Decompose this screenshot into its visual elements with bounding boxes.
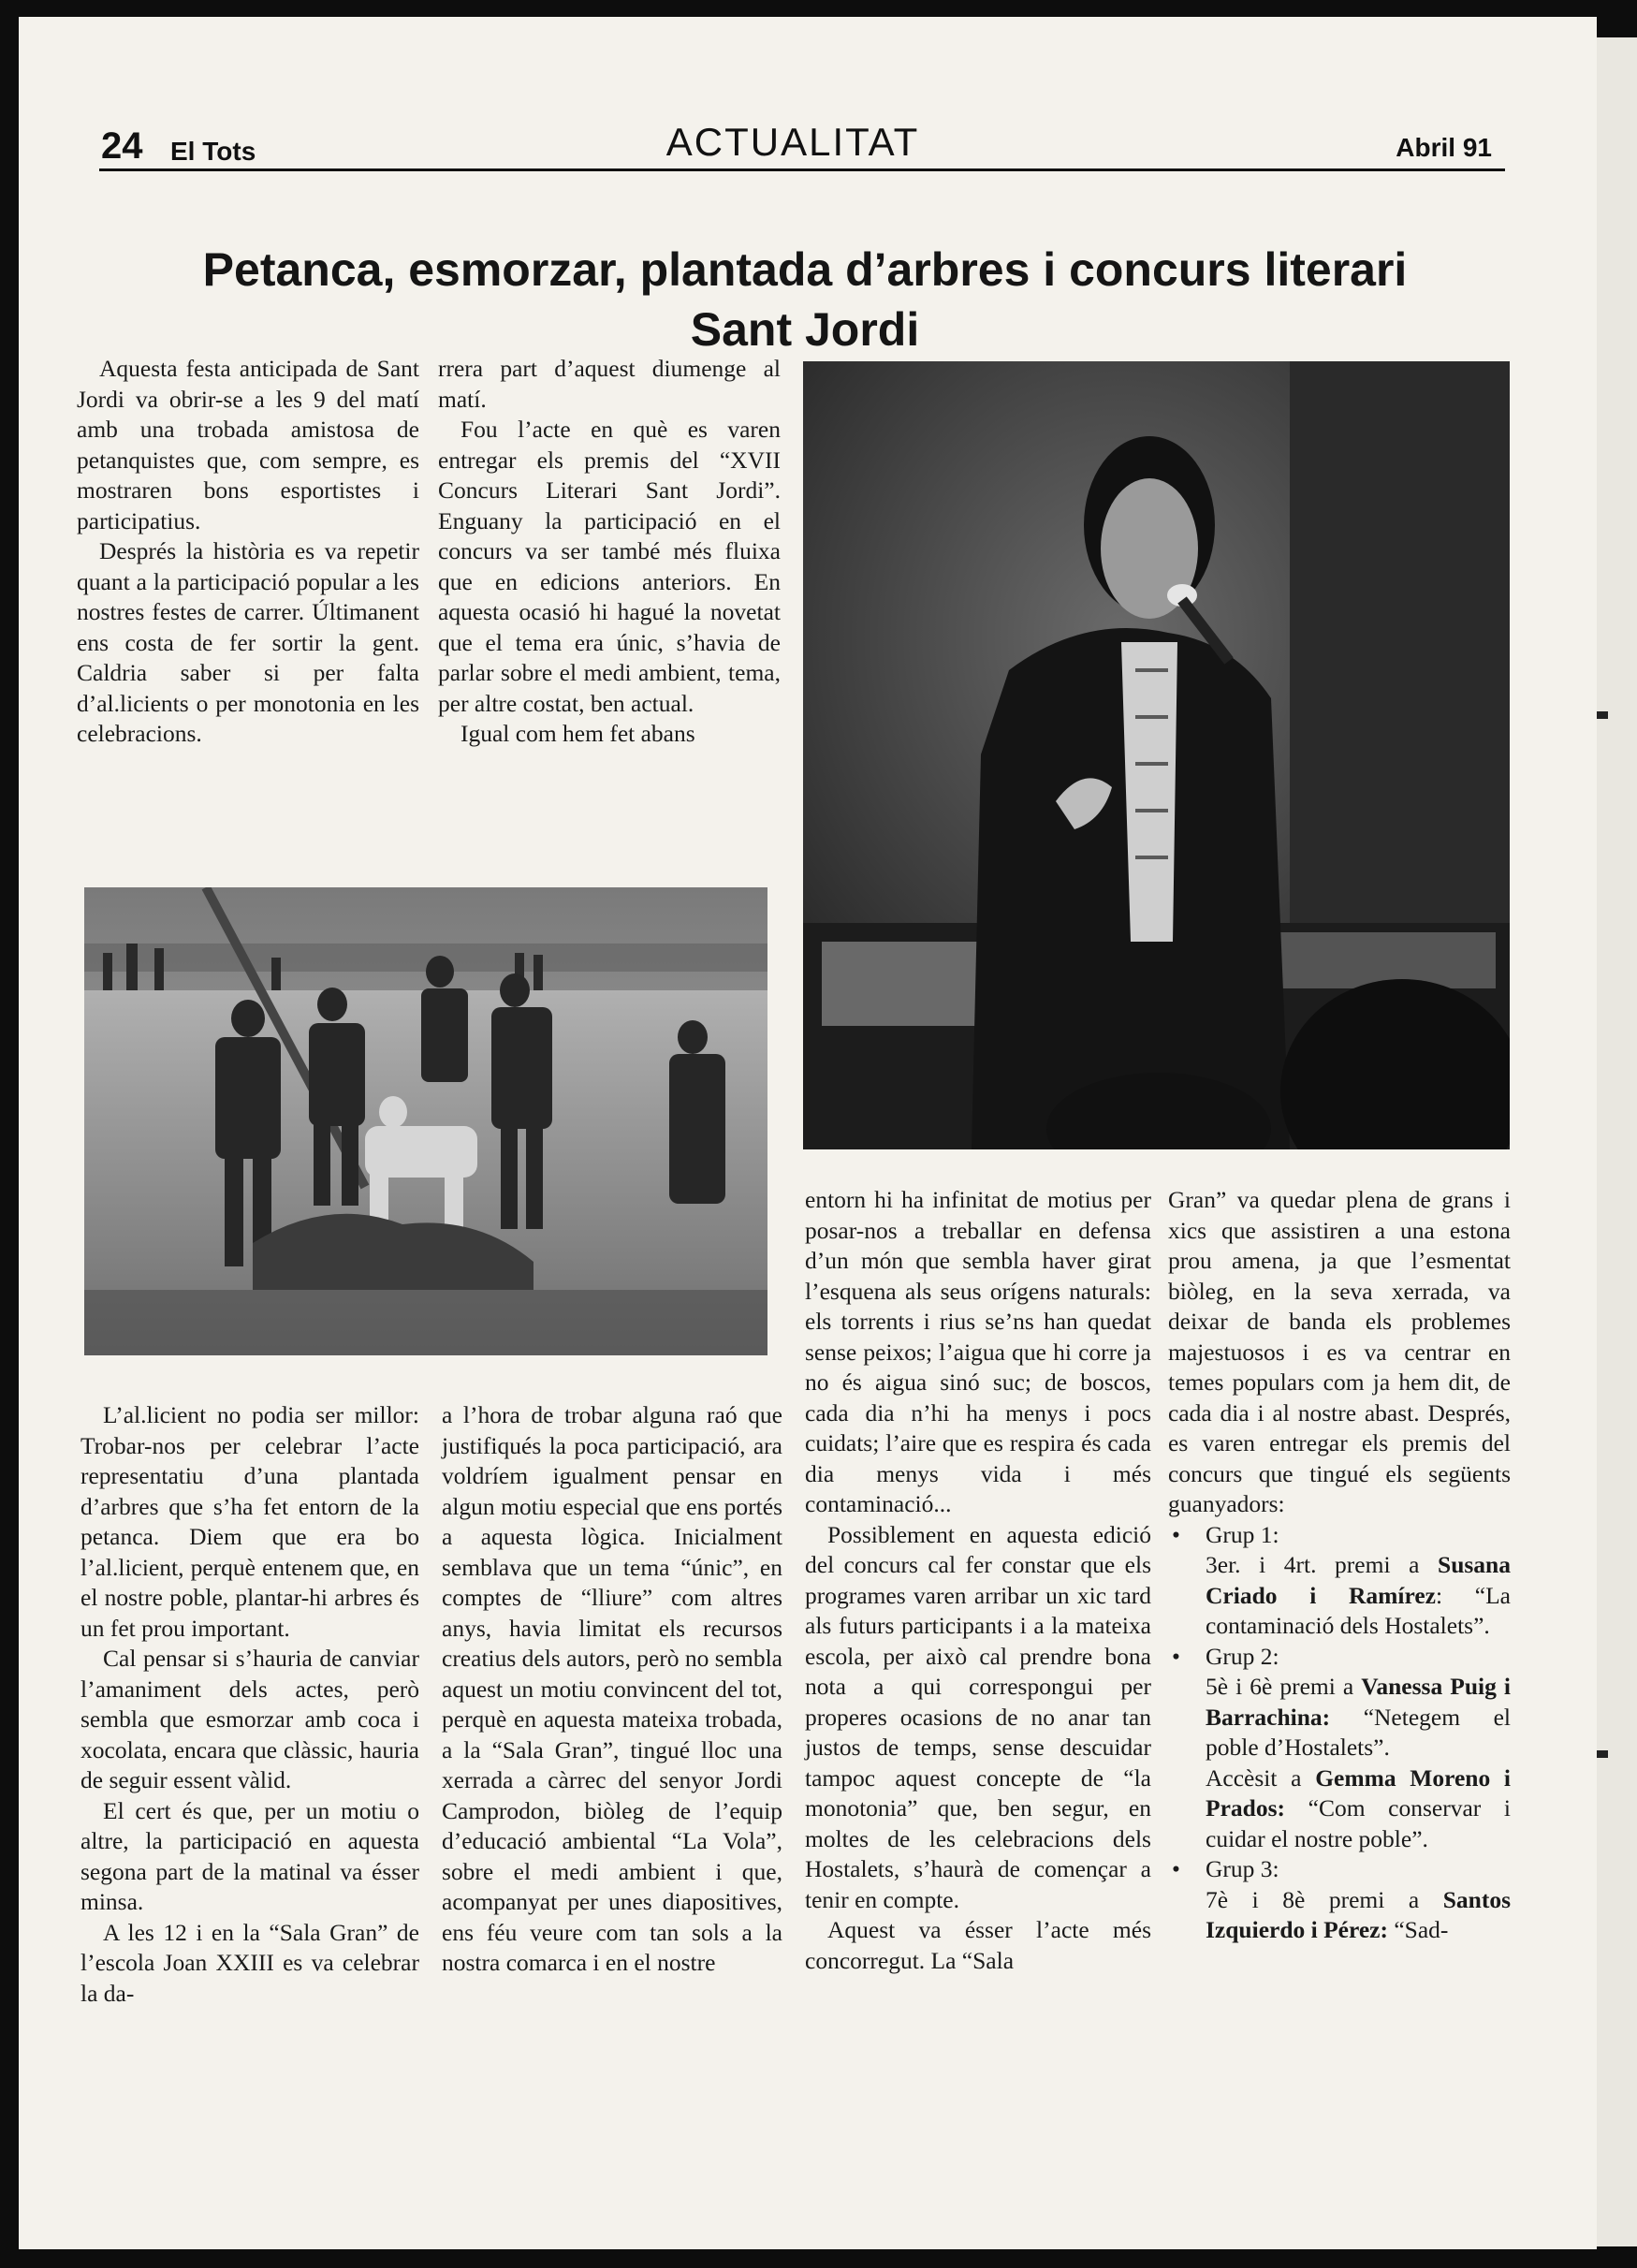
paragraph: Igual com hem fet abans — [460, 720, 695, 747]
group-label: Grup 2: — [1206, 1642, 1279, 1670]
paragraph: A les 12 i en la “Sala Gran” de l’escola Joan XXIII es va celebrar la da- — [80, 1918, 419, 2007]
paragraph: Aquest va ésser l’acte més concorregut. La “Sala — [805, 1916, 1151, 1974]
winner-name: Susana Criado i Ramírez — [1206, 1551, 1511, 1609]
headline-line-2: Sant Jordi — [690, 303, 920, 356]
paragraph: entorn hi ha infinitat de motius per posar-nos a treballar en defensa d’un món que sembla haver girat l’esquena als seus orígens naturals: els torrents i rius se’ns han quedat sense peixos; l’aigua que hi corre ja no és aigua sinó suc; de boscos, cada dia n’hi ha menys i pocs cuidats; l’aire que es respira és cada dia menys vida i més contaminació... — [805, 1186, 1151, 1517]
column-2-top — [438, 354, 781, 750]
article-headline — [94, 240, 1516, 359]
accesit-prize: Accèsit a Gemma Moreno i Prados: “Com conservar i cuidar el nostre poble”. — [1206, 1763, 1512, 1852]
issue-date: Abril 91 — [1396, 133, 1492, 162]
speaker-photo — [803, 361, 1510, 1149]
tree-planting-photo — [84, 887, 767, 1355]
page-number: 24 — [101, 125, 143, 167]
paragraph: a l’hora de trobar alguna raó que justifiqués la poca participació, ara voldríem igualment pensar en algun motiu especial que ens portés a aquesta lògica. Inicialment semblava que un tema “únic”, en comptes de “lliure” com altres anys, havia limitat els recursos creatius dels autors, però no sembla aquest un motiu convincent del tot, perquè en aquesta mateixa trobada, a la “Sala Gran”, tingué lloc una xerrada a càrrec del senyor Jordi Camprodon, biòleg de l’equip d’educació ambiental “La Vola”, sobre el medi ambient i que, acompanyat per unes diapositives, ens féu veure com tan sols a la nostra comarca i en el nostre — [442, 1401, 782, 1976]
group-prize: 5è i 6è premi a Vanessa Puig i Barrachina: “Netegem el poble d’Hostalets”. — [1206, 1673, 1512, 1761]
column-1-top — [77, 354, 419, 750]
paragraph: Després la història es va repetir quant a la participació popular a les nostres festes de carrer. Últimanent ens costa de fer sortir la gent. Caldria saber si per falta d’al.licients o per monotonia en les celebracions. — [77, 537, 419, 747]
list-item — [1168, 1520, 1511, 1642]
paragraph: L’al.licient no podia ser millor: Trobar-nos per celebrar l’acte representatiu d’una plantada d’arbres que s’ha fet entorn de la petanca. Diem que era bo l’al.licient, perquè entenem que, en el nostre poble, plantar-hi arbres és un fet prou important. — [80, 1401, 419, 1642]
paragraph: Aquesta festa anticipada de Sant Jordi va obrir-se a les 9 del matí amb una trobada amistosa de petanquistes que, com sempre, es mostraren bons esportistes i participatius. — [77, 355, 419, 534]
group-label: Grup 1: — [1206, 1520, 1279, 1548]
running-header — [80, 110, 1505, 172]
winner-name: Santos Izquierdo i Pérez: — [1206, 1885, 1511, 1943]
section-title: ACTUALITAT — [665, 120, 920, 164]
paragraph: Fou l’acte en què es varen entregar els premis del “XVII Concurs Literari Sant Jordi”. Enguany la participació en el concurs va ser també més fluixa que en edicions anteriors. En aquesta ocasió hi hagué la novetat que el tema era únic, s’havia de parlar sobre el medi ambient, tema, per altre costat, ben actual. — [438, 416, 781, 717]
list-item — [1168, 1642, 1511, 1855]
winner-name: Gemma Moreno i Prados: — [1206, 1763, 1511, 1822]
column-2-bottom — [442, 1400, 782, 1979]
headline-line-1: Petanca, esmorzar, plantada d’arbres i concurs literari — [202, 243, 1408, 296]
paragraph: Cal pensar si s’hauria de canviar l’amaniment dels actes, però sembla que esmorzar amb coca i xocolata, encara que clàssic, hauria de seguir essent vàlid. — [80, 1645, 419, 1793]
adjacent-page-edge — [1597, 37, 1637, 2246]
paragraph: Gran” va quedar plena de grans i xics que assistiren a una estona prou amena, ja que l’esmentat biòleg, en la seva xerrada, va deixar de banda els problemes majestuosos i es va centrar en temes populars com ja hem dit, de cada dia i al nostre abast. Després, es varen entregar els premis del concurs que tingué els següents guanyadors: — [1168, 1186, 1511, 1517]
column-3-bottom — [805, 1185, 1151, 1976]
page-mark — [1597, 711, 1608, 719]
bullet-icon: • — [1172, 1642, 1180, 1670]
tree-planting-image — [84, 887, 767, 1355]
publication-name: El Tots — [170, 137, 256, 166]
paragraph: rrera part d’aquest diumenge al matí. — [438, 355, 781, 413]
header-rule — [99, 168, 1505, 171]
speaker-image — [803, 361, 1510, 1149]
winner-name: Vanessa Puig i Barrachina: — [1206, 1673, 1511, 1731]
group-prize: 3er. i 4rt. premi a Susana Criado i Ramírez: “La contaminació dels Hostalets”. — [1206, 1551, 1511, 1639]
magazine-page — [19, 17, 1597, 2249]
page-mark — [1597, 1750, 1608, 1758]
bullet-icon: • — [1172, 1855, 1180, 1882]
paragraph: El cert és que, per un motiu o altre, la participació en aquesta segona part de la matinal va ésser minsa. — [80, 1796, 419, 1915]
group-label: Grup 3: — [1206, 1855, 1279, 1882]
winners-list — [1168, 1520, 1511, 1946]
paragraph: Possiblement en aquesta edició del concurs cal fer constar que els programes varen arribar un xic tard als futurs participants i a la mateixa escola, per això cal prendre bona nota a qui correspongui per properes ocasions de no anar tan justos de temps, sense descuidar tampoc aquest concepte de “la monotonia” que, ben segur, en moltes de les celebracions dels Hostalets, s’haurà de començar a tenir en compte. — [805, 1520, 1151, 1913]
column-1-bottom — [80, 1400, 419, 2009]
bullet-icon: • — [1172, 1520, 1180, 1548]
column-4-bottom — [1168, 1185, 1511, 1946]
list-item — [1168, 1854, 1511, 1946]
group-prize: 7è i 8è premi a Santos Izquierdo i Pérez: “Sad- — [1206, 1885, 1511, 1943]
